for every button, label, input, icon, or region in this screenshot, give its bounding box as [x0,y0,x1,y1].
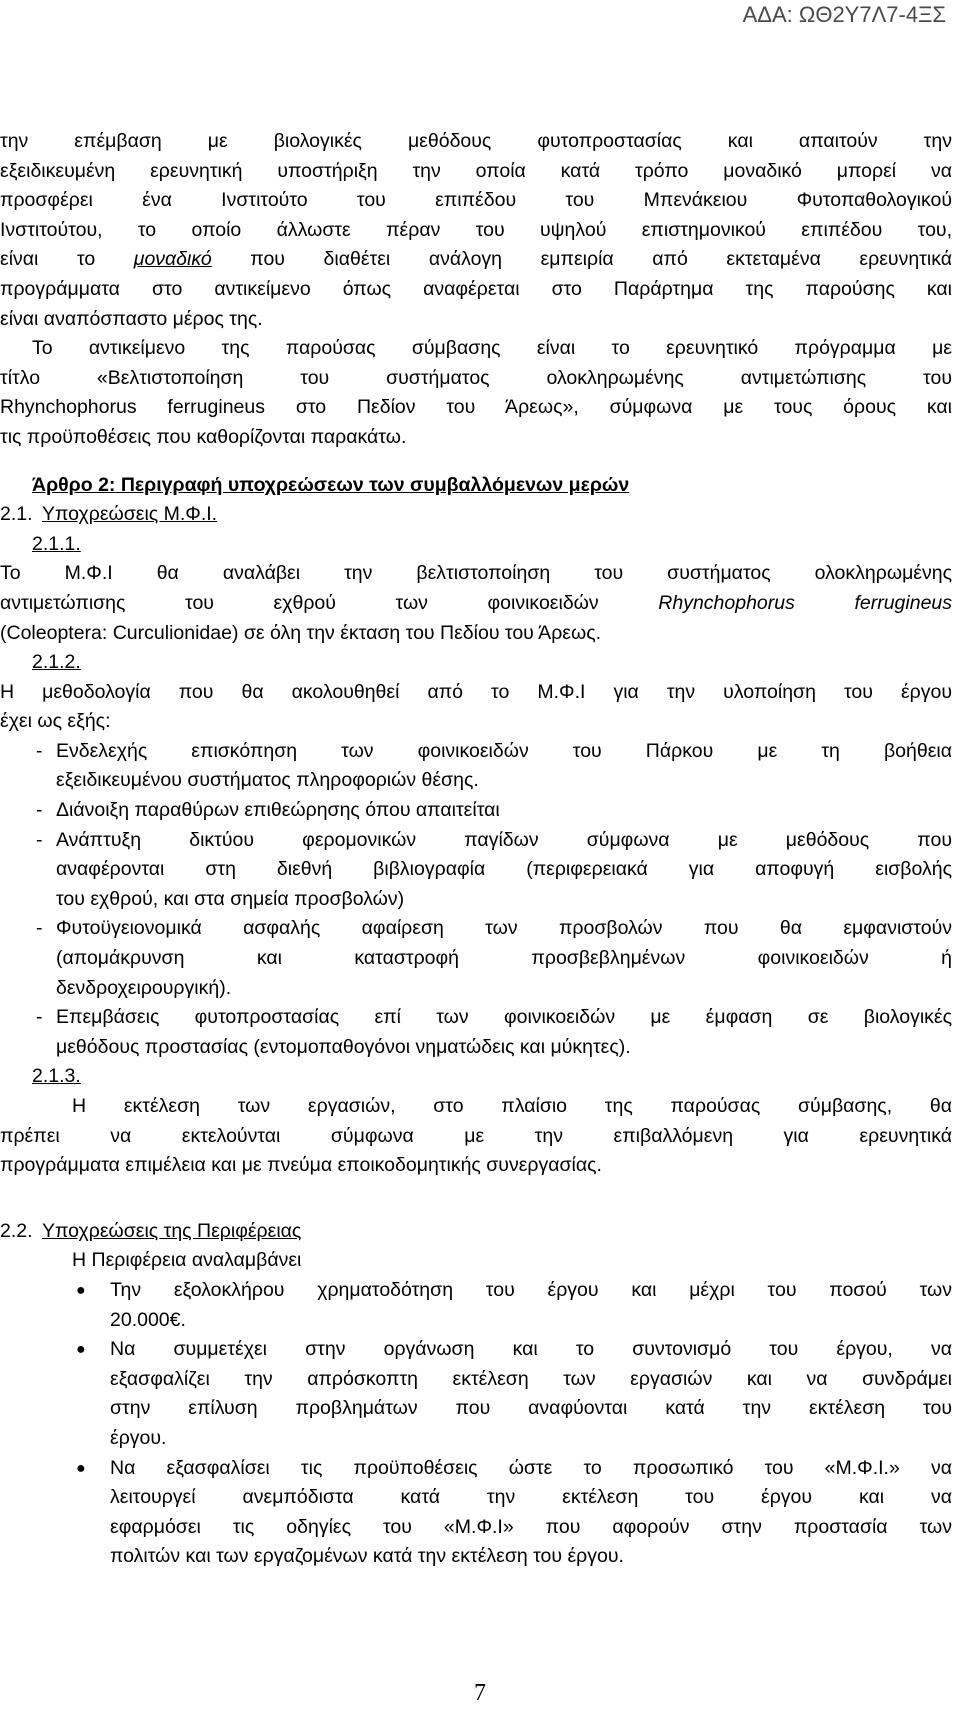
bullet-line: Την εξολοκλήρου χρηματοδότηση του έργου και μέχρι του ποσού των [110,1278,952,1301]
section-number-2-1-3 [0,1062,952,1092]
page-number: 7 [474,1680,486,1706]
s213-line: πρέπει να εκτελούνται σύμφωνα με την επιβαλλόμενη για ερευνητικά [0,1124,952,1147]
species-name: Rhynchophorus ferrugineus [658,591,953,614]
intro-text: που διαθέτει ανάλογη εμπειρία από εκτεταμένα ερευνητικά [250,248,952,271]
list-item-line: (απομάκρυνση και καταστροφή προσβεβλημένων φοινικοειδών ή [56,947,952,970]
list-item [0,796,952,826]
dash-marker: - [36,1006,43,1029]
intro-line: την επέμβαση με βιολογικές μεθόδους φυτοπροστασίας και απαιτούν την [0,130,952,152]
dash-marker: - [36,828,43,851]
s213-line: Η εκτέλεση των εργασιών, στο πλαίσιο της παρούσας σύμβασης, θα [72,1095,952,1117]
intro-line [0,245,952,275]
bullet-item [0,1335,952,1453]
dash-marker: - [36,739,43,762]
list-item-line: Επεμβάσεις φυτοπροστασίας επί των φοινικοειδών με έμφαση σε βιολογικές [56,1006,952,1029]
bullet-marker: ● [76,1341,86,1359]
bullet-line: Να συμμετέχει στην οργάνωση και το συντονισμό του έργου, να [110,1338,952,1361]
intro-line: είναι αναπόσπαστο μέρος της. [0,307,263,330]
dash-marker: - [36,799,43,822]
list-item-line: Φυτοϋγειονομικά ασφαλής αφαίρεση των προσβολών που θα εμφανιστούν [56,917,952,940]
s212-line: Η μεθοδολογία που θα ακολουθηθεί από το Μ.Φ.Ι για την υλοποίηση του έργου [0,680,952,703]
section-2-2 [0,1217,952,1247]
s22-intro: Η Περιφέρεια αναλαμβάνει [72,1249,302,1272]
list-item [0,826,952,915]
list-item [0,737,952,796]
intro-emphasis: μοναδικό [133,248,212,271]
section-title: Υποχρεώσεις Μ.Φ.Ι. [42,503,218,526]
subsection-number: 2.1.2. [32,651,81,674]
article-heading: Άρθρο 2: Περιγραφή υποχρεώσεων των συμβαλλόμενων μερών [32,473,630,496]
bullet-line: Να εξασφαλίσει τις προϋποθέσεις ώστε το προσωπικό του «Μ.Φ.Ι.» να [110,1456,952,1479]
object-line: Rhynchophorus ferrugineus στο Πεδίον του Άρεως», σύμφωνα με τους όρους και [0,396,952,419]
s211-text: αντιμετώπισης του εχθρού των φοινικοειδών [0,591,599,614]
s211-line: Το Μ.Φ.Ι θα αναλάβει την βελτιστοποίηση του συστήματος ολοκληρωμένης [0,562,952,585]
intro-line: Ινστιτούτου, το οποίο άλλωστε πέραν του υψηλού επιστημονικού επιπέδου του, [0,218,952,241]
bullet-line: στην επίλυση προβλημάτων που αναφύονται κατά την εκτέλεση του [110,1397,952,1420]
s211-line: (Coleoptera: Curculionidae) σε όλη την έκταση του Πεδίου του Άρεως. [0,621,602,644]
list-item-line: εξειδικευμένου συστήματος πληροφοριών θέσης. [56,769,479,792]
list-item-line: Ενδελεχής επισκόπηση των φοινικοειδών του Πάρκου με τη βοήθεια [56,739,952,762]
document-body [0,127,952,1572]
section-number-2-1-2 [0,648,952,678]
s213-line: προγράμματα επιμέλεια και με πνεύμα εποικοδομητικής συνεργασίας. [0,1154,602,1177]
list-item-line: Διάνοιξη παραθύρων επιθεώρησης όπου απαιτείται [56,799,500,822]
list-item [0,914,952,1003]
s211-line [0,589,952,619]
object-line: τις προϋποθέσεις που καθορίζονται παρακάτω. [0,425,407,448]
list-item-line: του εχθρού, και στα σημεία προσβολών) [56,887,405,910]
bullet-line: έργου. [110,1426,167,1449]
intro-line: εξειδικευμένη ερευνητική υποστήριξη την οποία κατά τρόπο μοναδικό μπορεί να [0,159,952,182]
list-item-line: αναφέρονται στη διεθνή βιβλιογραφία (περιφερειακά για αποφυγή εισβολής [56,858,952,881]
list-item-line: Ανάπτυξη δικτύου φερομονικών παγίδων σύμφωνα με μεθόδους που [56,828,952,851]
list-item-line: μεθόδους προστασίας (εντομοπαθογόνοι νηματώδεις και μύκητες). [56,1035,631,1058]
subsection-number: 2.1.3. [32,1065,81,1088]
dash-marker: - [36,917,43,940]
section-2-1 [0,500,952,530]
bullet-line: εξασφαλίζει την απρόσκοπτη εκτέλεση των εργασιών και να συνδράμει [110,1367,952,1390]
section-number-2-1-1 [0,530,952,560]
bullet-line: 20.000€. [110,1308,186,1331]
ada-code: ΑΔΑ: ΩΘ2Υ7Λ7-4ΞΣ [742,2,946,27]
subsection-number: 2.1.1. [32,532,81,555]
s212-line: έχει ως εξής: [0,710,111,733]
bullet-line: λειτουργεί ανεμπόδιστα κατά την εκτέλεση του έργου και να [110,1486,952,1509]
bullet-line: πολιτών και των εργαζομένων κατά την εκτέλεση του έργου. [110,1545,624,1568]
intro-text: είναι το [0,248,96,271]
bullet-item [0,1454,952,1572]
object-line: Το αντικείμενο της παρούσας σύμβασης είναι το ερευνητικό πρόγραμμα με [32,337,952,360]
section-number: 2.1. [0,503,33,526]
bullet-marker: ● [76,1459,86,1477]
section-number: 2.2. [0,1219,33,1242]
list-item [0,1003,952,1062]
list-item-line: δενδροχειρουργική). [56,976,232,999]
section-title: Υποχρεώσεις της Περιφέρειας [42,1219,302,1242]
bullet-marker: ● [76,1281,86,1299]
intro-line: προγράμματα στο αντικείμενο όπως αναφέρεται στο Παράρτημα της παρούσης και [0,277,952,300]
bullet-line: εφαρμόσει τις οδηγίες του «Μ.Φ.Ι» που αφορούν στην προστασία των [110,1515,952,1538]
intro-line: προσφέρει ένα Ινστιτούτο του επιπέδου του Μπενάκειου Φυτοπαθολογικού [0,189,952,212]
bullet-item [0,1276,952,1335]
object-line: τίτλο «Βελτιστοποίηση του συστήματος ολοκληρωμένης αντιμετώπισης του [0,366,952,389]
